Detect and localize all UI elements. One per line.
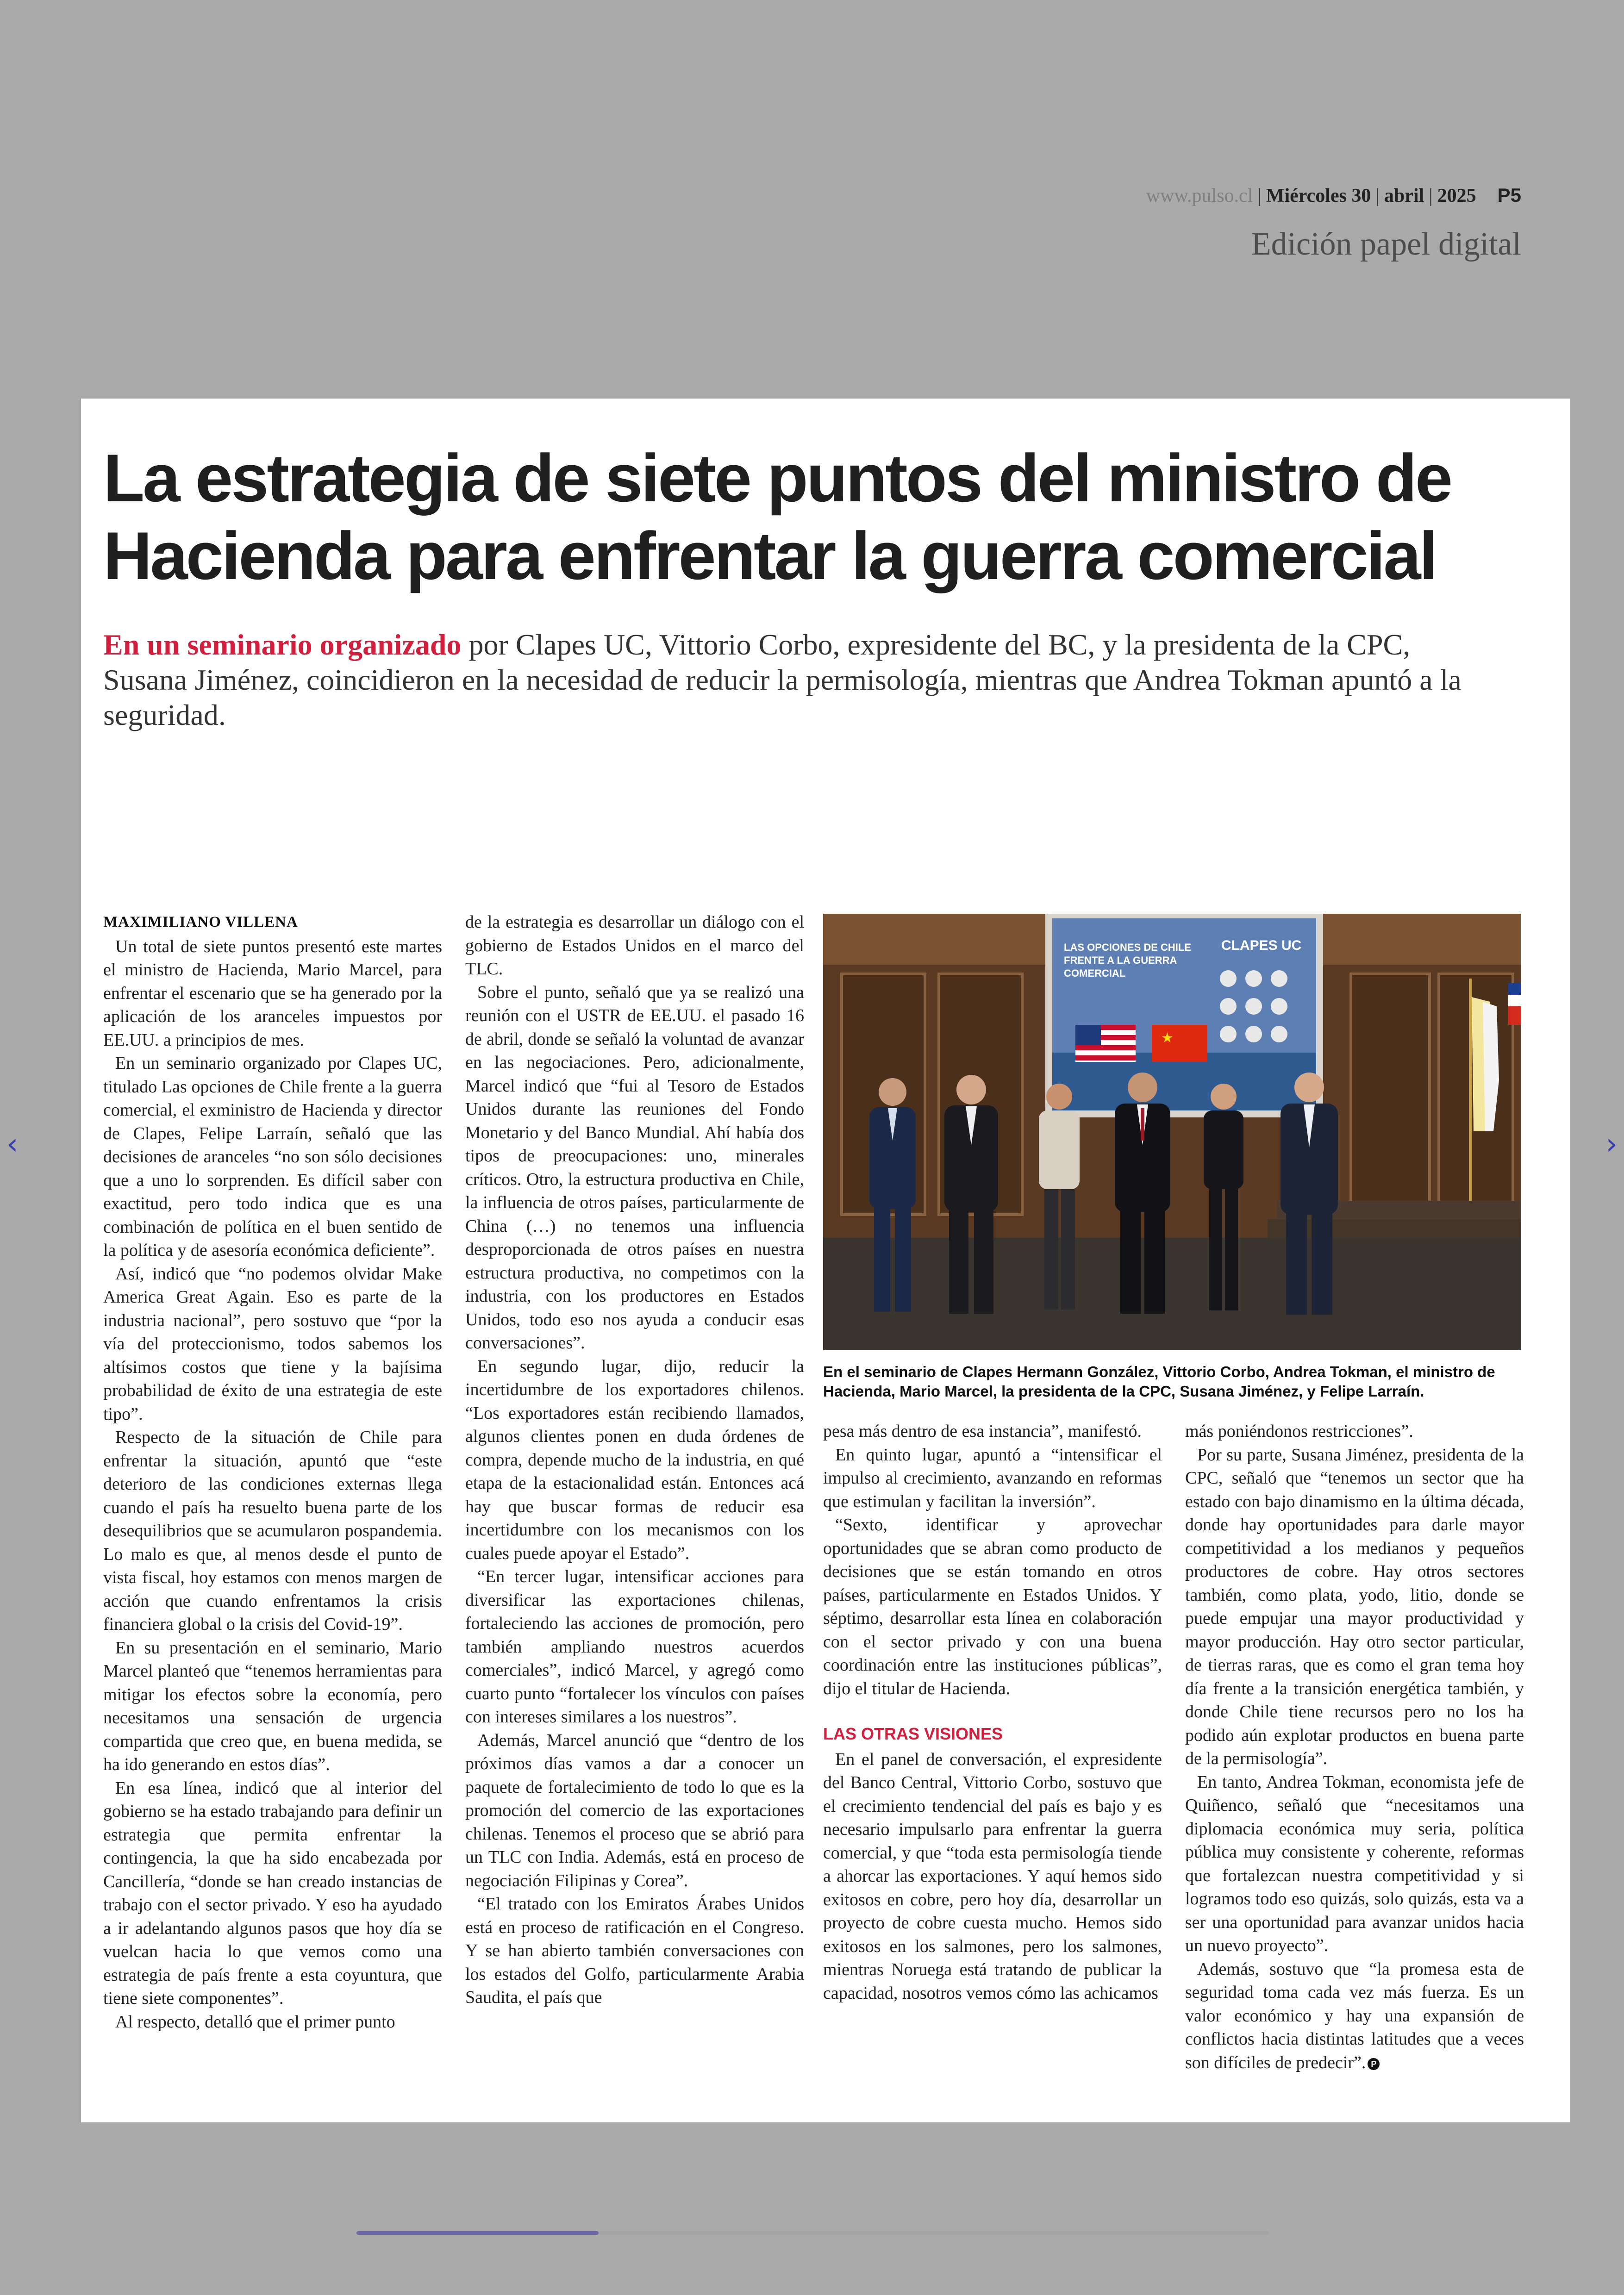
paragraph: Un total de siete puntos presentó este martes el ministro de Hacienda, Mario Marcel, para enfrentar el escenario que se ha generado por la aplicación de los aranceles impuestos por EE.UU. a principios de mes.: [103, 936, 442, 1050]
month: abril: [1384, 185, 1424, 206]
end-of-article-icon: P: [1368, 2058, 1380, 2070]
paragraph: Sobre el punto, señaló que ya se realizó una reunión con el USTR de EE.UU. el pasado 16 de abril, donde se señaló la voluntad de avanzar en las negociaciones. Pero, adicionalmente, Marcel indicó que “fui al Tesoro de Estados Unidos durante las reuniones del Fondo Monetario y del Banco Mundial. Ahí había dos tipos de preocupaciones: uno, minerales críticos. Otro, la estructura productiva en Chile, la influencia de otros países, particularmente de China (…) no tenemos una influencia desproporcionada de otros países en nuestra estructura productiva, no competimos con la industria, con los productores en Estados Unidos, todo eso nos ayuda a conducir esas conversaciones”.: [465, 982, 804, 1353]
deck-lead: En un seminario organizado: [103, 628, 462, 661]
section-subhead: LAS OTRAS VISIONES: [823, 1724, 1003, 1743]
speaker-portrait: [1271, 970, 1287, 987]
paragraph: “Sexto, identificar y aprovechar oportunidades que se abran como producto de decisiones que se están tomando en otros países, particularmente en Estados Unidos. Y séptimo, desarrollar esta línea en colaboración con el sector privado y con una buena coordinación entre las instituciones públicas”, dijo el titular de Hacienda.: [823, 1515, 1162, 1698]
paragraph: Al respecto, detalló que el primer punto: [115, 2012, 395, 2032]
paragraph: Así, indicó que “no podemos olvidar Make America Great Again. Eso es parte de la industria nacional”, pero sostuvo que “por la vía del proteccionismo, todos sabemos los altísimos costos que tiene y la bajísima probabilidad de éxito de una estrategia de este tipo”.: [103, 1264, 442, 1424]
speaker-portrait: [1220, 970, 1237, 987]
text-column-3: [823, 1420, 1162, 2005]
svg-text:★: ★: [1161, 1030, 1174, 1046]
paragraph: de la estrategia es desarrollar un diálogo con el gobierno de Estados Unidos en el marco del TLC.: [465, 912, 804, 979]
masthead-dateline: [1146, 184, 1521, 207]
previous-page-arrow-icon[interactable]: ‹: [6, 1127, 19, 1161]
paragraph: pesa más dentro de esa instancia”, manifestó.: [823, 1422, 1142, 1441]
deck-text: por Clapes UC, Vittorio Corbo, expresidente del BC, y la presidenta de la CPC, Susana Jiménez, coincidieron en la necesidad de reducir la permisología, mientras que Andrea Tokman apuntó a la seguridad.: [103, 628, 1462, 731]
paragraph: En tanto, Andrea Tokman, economista jefe de Quiñenco, señaló que “necesitamos una diplomacia económica muy seria, política pública muy consistente y coherente, reformas que fortalezcan nuestra competitividad y si logramos todo eso quizás, solo quizás, esta va a ser una oportunidad para avanzar unidos hacia un nuevo proyecto”.: [1185, 1772, 1524, 1955]
next-page-arrow-icon[interactable]: ›: [1605, 1127, 1618, 1161]
byline: MAXIMILIANO VILLENA: [103, 914, 298, 930]
speaker-portrait: [1271, 1026, 1287, 1042]
speaker-portrait: [1245, 998, 1262, 1015]
speaker-portrait: [1271, 998, 1287, 1015]
text-column-2: [465, 911, 804, 2009]
site-url: www.pulso.cl: [1146, 185, 1253, 206]
paragraph-text: Además, sostuvo que “la promesa esta de seguridad toma cada vez más fuerza. Es un valor económico y hay una expansión de conflictos hacia distintas latitudes que a veces son difíciles de predecir”.: [1185, 1959, 1524, 2072]
weekday-day: Miércoles 30: [1266, 185, 1371, 206]
paragraph: En su presentación en el seminario, Mario Marcel planteó que “tenemos herramientas para mitigar los efectos sobre la economía, pero necesitamos una sensación de urgencia compartida que creo que, en buena medida, se ha ido generando en estos días”.: [103, 1638, 442, 1774]
photo-caption: En el seminario de Clapes Hermann González, Vittorio Corbo, Andrea Tokman, el ministro de Hacienda, Mario Marcel, la presidenta de la CPC, Susana Jiménez, y Felipe Larraín.: [823, 1363, 1495, 1400]
screen-logo: CLAPES UC: [1221, 938, 1302, 953]
text-column-4: [1185, 1420, 1524, 2074]
paragraph: En quinto lugar, apuntó a “intensificar el impulso al crecimiento, avanzando en reformas que estimulan y facilitan la inversión”.: [823, 1445, 1162, 1511]
separator: |: [1257, 185, 1262, 206]
paragraph: En esa línea, indicó que al interior del gobierno se ha estado trabajando para definir un estrategia que permita enfrentar la contingencia, la que ha sido encabezada por Cancillería, “donde se han creado instancias de trabajo con el sector privado. Y eso ha ayudado a ir adelantando algunos pasos que hoy día se vuelcan hacia lo que vemos como una estrategia de país frente a esta coyuntura, que tiene siete componentes”.: [103, 1778, 442, 2008]
speaker-portrait: [1220, 998, 1237, 1015]
paragraph: Respecto de la situación de Chile para enfrentar la situación, apuntó que “este deterioro de las condiciones externas llega cuando el país ha resuelto buena parte de los desequilibrios que se acumularon pospandemia. Lo malo es que, al menos desde el punto de vista fiscal, hoy estamos con menos margen de acción que cuando enfrentamos la crisis financiera global o la crisis del Covid-19”.: [103, 1428, 442, 1634]
article-headline: La estrategia de siete puntos del ministro de Hacienda para enfrentar la guerra comercial: [103, 440, 1451, 593]
wall-panel: [1351, 974, 1430, 1215]
us-flag-container-graphic: [1075, 1025, 1136, 1062]
screen-title: LAS OPCIONES DE CHILE FRENTE A LA GUERRA COMERCIAL: [1064, 942, 1192, 979]
edition-label: Edición papel digital: [1251, 226, 1521, 262]
page-scroll-track[interactable]: [356, 2231, 1269, 2235]
china-flag-container-graphic: [1152, 1025, 1207, 1062]
newspaper-page: [81, 399, 1570, 2122]
paragraph: “El tratado con los Emiratos Árabes Unidos está en proceso de ratificación en el Congreso. Y se han abierto también conversaciones con los estados del Golfo, particularmente Arabia Saudita, el país que: [465, 1894, 804, 2007]
text-column-1: [103, 911, 442, 2033]
speaker-portrait: [1220, 1026, 1237, 1042]
paragraph: “En tercer lugar, intensificar acciones para diversificar las exportaciones chilenas, fortaleciendo las acciones de promoción, pero también ampliando nuestros acuerdos comerciales”, indicó Marcel, y agregó como cuarto punto “fortalecer los vínculos con países con intereses similares a los nuestros”.: [465, 1567, 804, 1727]
article-deck: [103, 627, 1483, 733]
paragraph: En un seminario organizado por Clapes UC, titulado Las opciones de Chile frente a la guerra comercial, el exministro de Hacienda y director de Clapes, Felipe Larraín, señaló que las decisiones de aranceles “no son sólo decisiones que a uno lo sorprenden. Es difícil saber con exactitud, pero todo indica que es una combinación de política en el buen sentido de la política y de asesoría económica deficiente”.: [103, 1054, 442, 1260]
paragraph: En el panel de conversación, el expresidente del Banco Central, Vittorio Corbo, sostuvo que el crecimiento tendencial del país es bajo y es necesario impulsarlo para enfrentar la guerra comercial, y que “toda esta permisología tiende a ahorcar las exportaciones. Y aquí hemos sido exitosos en cobre, pero hoy día, desarrollar un proyecto de cobre cuesta mucho. Hemos sido exitosos en los salmones, pero los salmones, mientras Noruega está tratando de publicar la capacidad, nosotros vemos cómo las achicamos: [823, 1749, 1162, 2003]
paragraph: más poniéndonos restricciones”.: [1185, 1422, 1413, 1441]
chile-flag: [1508, 983, 1521, 1025]
page-scroll-thumb[interactable]: [356, 2231, 599, 2235]
paragraph-final: [1185, 1958, 1524, 2075]
separator: |: [1429, 185, 1433, 206]
floor: [823, 1238, 1521, 1350]
year: 2025: [1437, 185, 1476, 206]
page-number: P5: [1497, 184, 1521, 206]
paragraph: Por su parte, Susana Jiménez, presidenta de la CPC, señaló que “tenemos un sector que ha estado con bajo dinamismo en la última década, donde hay oportunidades para darle mayor competitividad a los medianos y pequeños productores de cobre. Hay otros sectores también, como plata, yodo, litio, donde se puede empujar una mayor productividad y mayor producción. Hay otro sector particular, de tierras raras, que es como el gran tema hoy día frente a la transición energética también, y donde Chile tiene recursos pero no los ha podido aún explotar productos en buena parte de la permisología”.: [1185, 1445, 1524, 1768]
seminar-photo: [823, 914, 1521, 1350]
speaker-portrait: [1245, 1026, 1262, 1042]
separator: |: [1375, 185, 1380, 206]
paragraph: Además, Marcel anunció que “dentro de los próximos días vamos a dar a conocer un paquete de fortalecimiento de todo lo que es la promoción del comercio de las exportaciones chilenas. Tenemos el proceso que se abrió para un TLC con India. Además, está en proceso de negociación Filipinas y Corea”.: [465, 1730, 804, 1890]
paragraph: En segundo lugar, dijo, reducir la incertidumbre de los exportadores chilenos. “Los exportadores están recibiendo llamados, algunos clientes ponen en duda órdenes de compra, depende mucho de la industria, en qué etapa de la estacionalidad están. Entonces acá hay que buscar formas de reducir esa incertidumbre con los mecanismos con los cuales puede apoyar el Estado”.: [465, 1356, 804, 1563]
speaker-portrait: [1245, 970, 1262, 987]
seminar-photo-illustration: [823, 914, 1521, 1350]
